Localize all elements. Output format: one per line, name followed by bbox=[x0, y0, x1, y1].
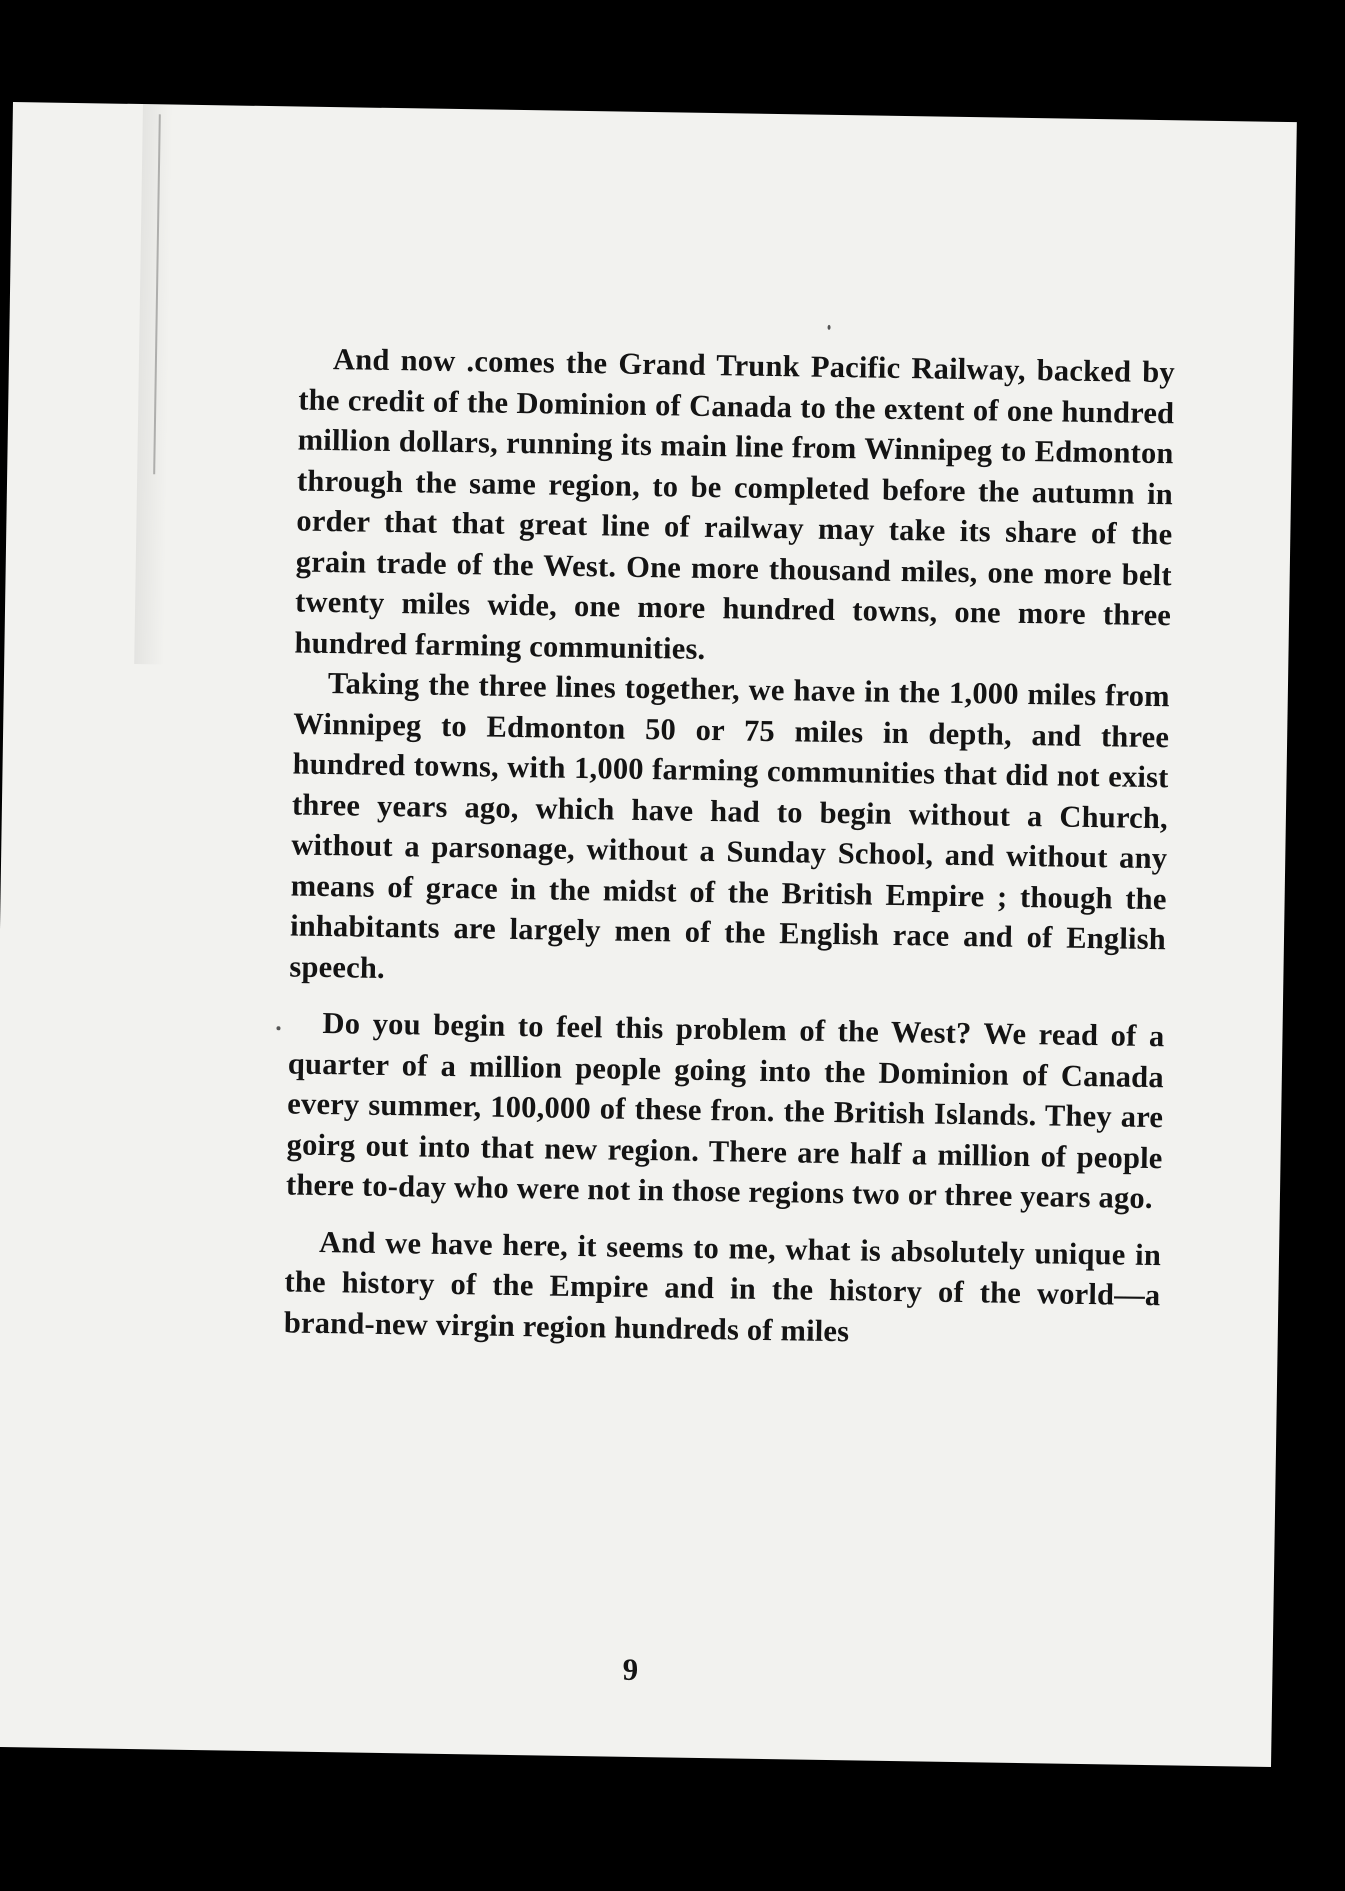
page-number: 9 bbox=[622, 1651, 639, 1688]
paragraph-4: And we have here, it seems to me, what is absolutely unique in the history of the Empire and in the history of the world—a brand-new virgin region hundreds of miles bbox=[283, 1224, 1162, 1348]
paragraph-2: Taking the three lines together, we have in the 1,000 miles from Winnipeg to Edmonton 50 or 75 miles in depth, and three hundred towns, with 1,000 farming communities that did not exist three years ago, which have had to begin without a Church, without a parsonage, without a Sunday School, and without any means of grace in the midst of the British Empire ; though the inhabitants are largely men of the English race and of English speech. bbox=[289, 666, 1171, 985]
body-text bbox=[284, 339, 1176, 1357]
ink-speck bbox=[828, 325, 831, 330]
paragraph-3: Do you begin to feel this problem of the West? We read of a quarter of a million people going into the Dominion of Canada every summer, 100,000 of these fron. the British Islands. They are goirg out into that new region. There are half a million of people there to-day who were not in those regions two or three years ago. bbox=[285, 1005, 1165, 1216]
book-page bbox=[0, 102, 1297, 1767]
paragraph-1: And now .comes the Grand Trunk Pacific Railway, backed by the credit of the Dominion of Canada to the extent of one hundred million dollars, running its main line from Winnipeg to Edmonton through the same region, to be completed before the autumn in order that that great line of railway may take its share of the grain trade of the West. One more thousand miles, one more belt twenty miles wide, one more hundred towns, one more three hundred farming communities. bbox=[294, 342, 1176, 666]
ink-speck bbox=[276, 1026, 280, 1030]
